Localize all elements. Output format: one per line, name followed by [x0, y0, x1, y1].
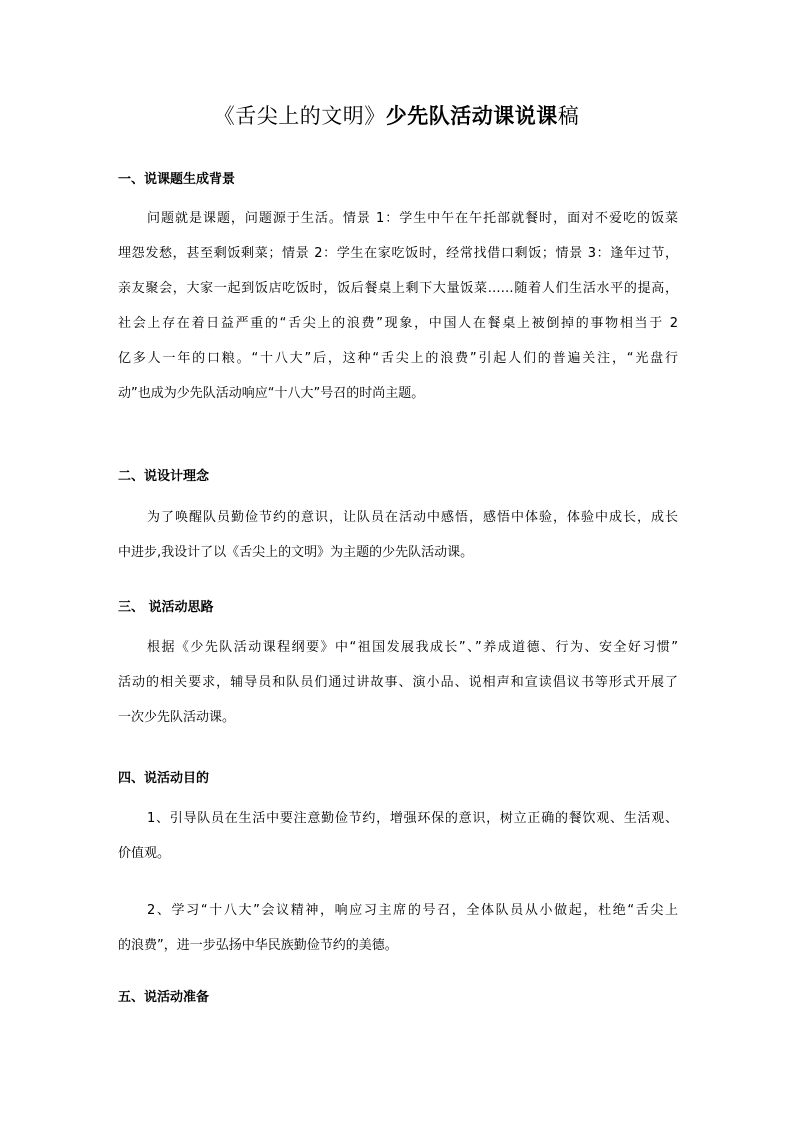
- paragraph-line: 1、引导队员在生活中要注意勤俭节约，增强环保的意识，树立正确的餐饮观、生活观、: [147, 811, 678, 826]
- paragraph-activity-approach: [118, 630, 678, 735]
- paragraph-line: 埋怨发愁，甚至剩饭剩菜；情景 2：学生在家吃饭时，经常找借口剩饭；情景 3：逢年过节，: [118, 246, 678, 261]
- title-normal-part: 《舌尖上的文明》: [213, 104, 386, 128]
- paragraph-line: 为了唤醒队员勤俭节约的意识，让队员在活动中感悟，感悟中体验，体验中成长，成长: [147, 510, 678, 525]
- paragraph-line: 根据《少先队活动课程纲要》中“祖国发展我成长”、”养成道德、行为、安全好习惯”: [147, 640, 678, 655]
- section-heading-activity-goals: 四、说活动目的: [118, 771, 210, 786]
- paragraph-line: 社会上存在着日益严重的“舌尖上的浪费”现象，中国人在餐桌上被倒掉的事物相当于 2: [118, 316, 678, 331]
- paragraph-goal-1: [118, 801, 678, 871]
- section-heading-activity-approach: 三、 说活动思路: [118, 600, 214, 615]
- paragraph-line: 活动的相关要求，辅导员和队员们通过讲故事、演小品、说相声和宣读倡议书等形式开展了: [118, 675, 678, 690]
- title-tail-part: 稿: [557, 104, 580, 128]
- title-bold-part: 少先队活动课说课: [385, 104, 558, 128]
- paragraph-line: 一次少先队活动课。: [118, 710, 236, 725]
- paragraph-background: [118, 201, 678, 411]
- section-heading-background: 一、说课题生成背景: [118, 172, 236, 187]
- paragraph-line: 的浪费”，进一步弘扬中华民族勤俭节约的美德。: [118, 938, 398, 953]
- section-heading-activity-preparation: 五、说活动准备: [118, 990, 210, 1005]
- paragraph-line: 亿多人一年的口粮。“十八大”后，这种“舌尖上的浪费”引起人们的普遍关注，“光盘行: [118, 351, 678, 366]
- paragraph-design-concept: [118, 500, 678, 570]
- paragraph-line: 价值观。: [118, 846, 171, 861]
- paragraph-line: 动”也成为少先队活动响应“十八大”号召的时尚主题。: [118, 386, 425, 401]
- section-heading-design-concept: 二、说设计理念: [118, 469, 210, 484]
- paragraph-line: 亲友聚会，大家一起到饭店吃饭时，饭后餐桌上剩下大量饭菜……随着人们生活水平的提高，: [118, 281, 678, 296]
- document-title: [0, 101, 793, 131]
- paragraph-line: 中进步,我设计了以《舌尖上的文明》为主题的少先队活动课。: [118, 545, 474, 560]
- paragraph-goal-2: [118, 893, 678, 963]
- paragraph-line: 问题就是课题，问题源于生活。情景 1：学生中午在午托部就餐时，面对不爱吃的饭菜: [147, 211, 678, 226]
- paragraph-line: 2、学习“十八大”会议精神，响应习主席的号召，全体队员从小做起，杜绝“舌尖上: [147, 903, 678, 918]
